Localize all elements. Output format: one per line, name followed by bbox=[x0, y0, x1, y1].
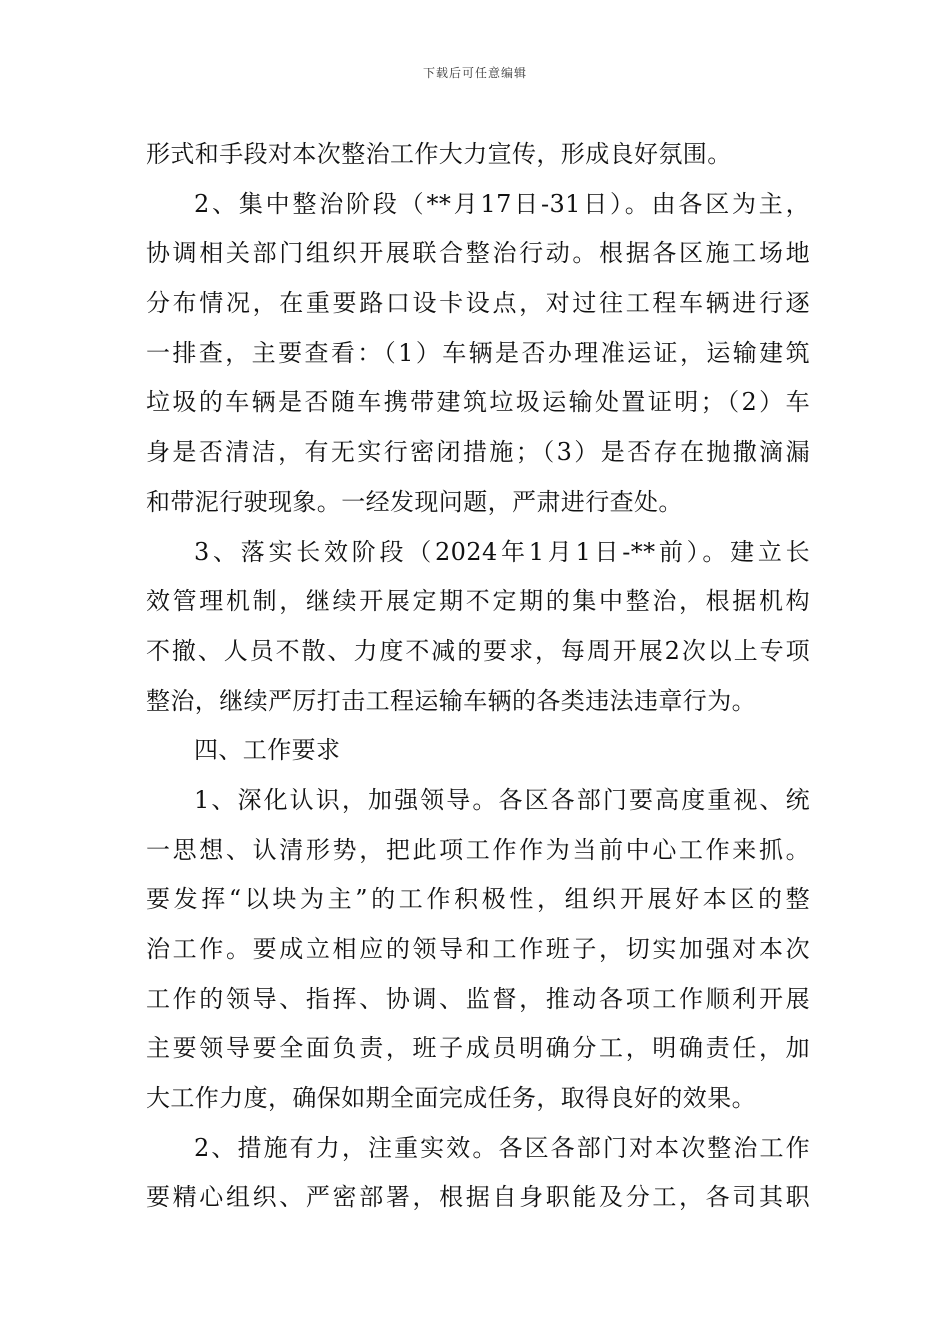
text-line-20: 大工作力度，确保如期全面完成任务，取得良好的效果。 bbox=[146, 1084, 756, 1113]
text-line-4: 分布情况，在重要路口设卡设点，对过往工程车辆进行逐 bbox=[146, 289, 810, 318]
text-line-18: 工作的领导、指挥、协调、监督，推动各项工作顺利开展 bbox=[146, 984, 810, 1013]
text-line-21: 2、措施有力，注重实效。各区各部门对本次整治工作 bbox=[194, 1133, 810, 1162]
text-line-6: 垃圾的车辆是否随车携带建筑垃圾运输处置证明；（2）车 bbox=[146, 388, 810, 417]
text-line-1: 形式和手段对本次整治工作大力宣传，形成良好氛围。 bbox=[146, 140, 732, 168]
text-line-19: 主要领导要全面负责，班子成员明确分工，明确责任，加 bbox=[146, 1034, 810, 1063]
text-line-16: 要发挥“以块为主”的工作积极性，组织开展好本区的整 bbox=[146, 885, 810, 914]
text-line-7: 身是否清洁，有无实行密闭措施；（3）是否存在抛撒滴漏 bbox=[146, 438, 810, 467]
text-line-9: 3、落实长效阶段（2024年1月1日-**前）。建立长 bbox=[194, 537, 810, 566]
text-line-22: 要精心组织、严密部署，根据自身职能及分工，各司其职 bbox=[146, 1183, 810, 1212]
page-header: 下载后可任意编辑 bbox=[422, 66, 527, 80]
section-heading: 四、工作要求 bbox=[194, 736, 341, 765]
text-line-10: 效管理机制，继续开展定期不定期的集中整治，根据机构 bbox=[146, 587, 810, 616]
text-line-17: 治工作。要成立相应的领导和工作班子，切实加强对本次 bbox=[146, 935, 810, 963]
text-line-3: 协调相关部门组织开展联合整治行动。根据各区施工场地 bbox=[146, 239, 810, 268]
text-line-2: 2、集中整治阶段（**月17日-31日）。由各区为主， bbox=[194, 189, 810, 218]
document-body bbox=[146, 130, 810, 1223]
text-line-14: 1、深化认识，加强领导。各区各部门要高度重视、统 bbox=[194, 785, 810, 814]
text-line-8: 和带泥行驶现象。一经发现问题，严肃进行查处。 bbox=[146, 487, 683, 516]
text-line-11: 不撤、人员不散、力度不减的要求，每周开展2次以上专项 bbox=[146, 636, 810, 665]
text-line-5: 一排查，主要查看：（1）车辆是否办理准运证，运输建筑 bbox=[146, 338, 810, 367]
text-line-12: 整治，继续严厉打击工程运输车辆的各类违法违章行为。 bbox=[146, 686, 756, 715]
text-line-15: 一思想、认清形势，把此项工作作为当前中心工作来抓。 bbox=[146, 835, 810, 864]
